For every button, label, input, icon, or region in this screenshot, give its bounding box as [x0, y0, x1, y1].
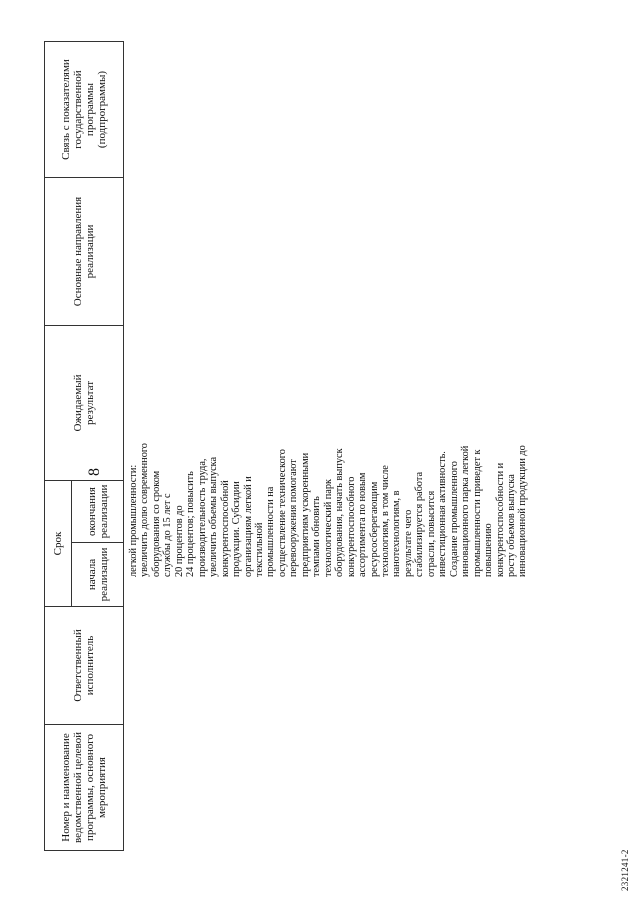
header-main-directions: Основные направления реализации	[72, 196, 96, 307]
page-number: 8	[86, 468, 103, 476]
header-term-end: окончания реализации	[85, 484, 110, 539]
header-term-start: начала реализации	[85, 547, 110, 602]
header-program-number-name: Номер и наименование ведомственной целевой программы, основного мероприятия	[60, 732, 108, 843]
expected-result-cell-text: легкой промышленности: увеличить долю современного оборудования со сроком службы до 15 лет с 20 процентов до 24 процентов; повысить производительность труда, увеличить объемы выпуска конкурентоспособной продукции. Субсидии организациям легкой и текстильной промышленности на осуществление технического перевооружения помогают предприятиям ускоренными темпами обновить технологический парк оборудования, начать выпуск конкурентоспособного ассортимента по новым ресурсосберегающим технологиям, в том числе нанотехнологиям, в результате чего стабилизируется работа отрасли, повысится инвестиционная активность. Создание промышленного инновационного парка легкой промышленности приведет к повышению конкурентоспособности и росту объемов выпуска инновационной продукции до	[128, 443, 529, 577]
table-left-border	[44, 850, 124, 851]
header-term: Срок	[52, 531, 64, 556]
document-code: 2321241-2	[620, 849, 630, 891]
table-header-bottom-border	[123, 42, 124, 851]
header-expected-result: Ожидаемый результат	[72, 374, 96, 432]
header-link-indicators: Связь с показателями государственной программы (подпрограммы)	[60, 59, 108, 160]
header-responsible-executor: Ответственный исполнитель	[72, 629, 96, 702]
